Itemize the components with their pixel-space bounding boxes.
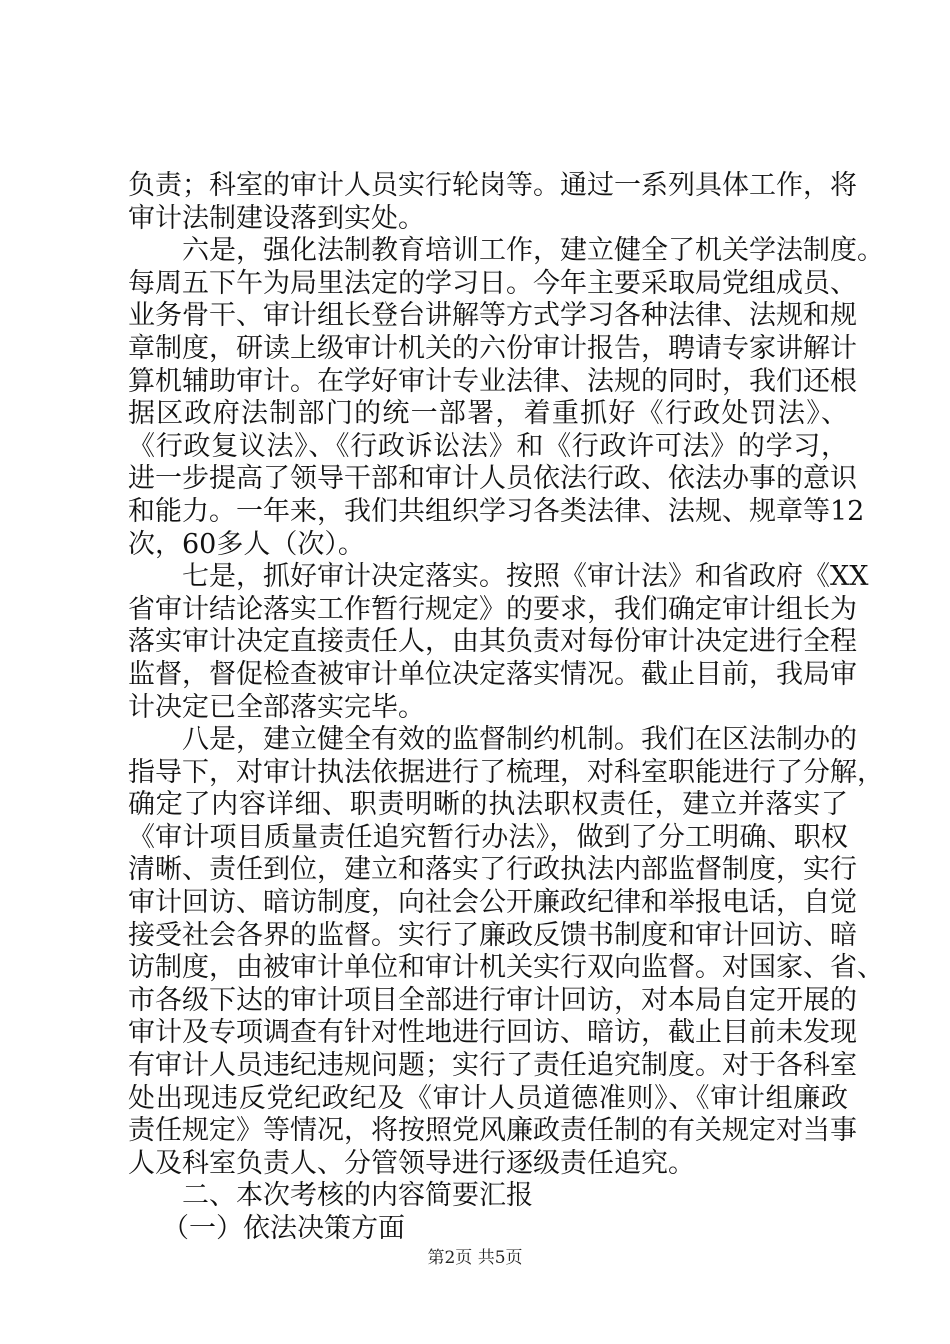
- text-line: 据区政府法制部门的统一部署，着重抓好《行政处罚法》、: [128, 398, 848, 430]
- subsection-heading: （一）依法决策方面: [162, 1213, 405, 1244]
- text-line: 访制度，由被审计单位和审计机关实行双向监督。对国家、省、: [128, 952, 884, 984]
- text-line: 落实审计决定直接责任人，由其负责对每份审计决定进行全程: [128, 626, 857, 658]
- text-line: 接受社会各界的监督。实行了廉政反馈书制度和审计回访、暗: [128, 919, 857, 951]
- text-line: 处出现违反党纪政纪及《审计人员道德准则》、《审计组廉政: [128, 1082, 848, 1114]
- text-line: 责任规定》等情况，将按照党风廉政责任制的有关规定对当事: [128, 1115, 857, 1147]
- paragraph-start-line: 七是，抓好审计决定落实。按照《审计法》和省政府《XX: [182, 561, 869, 593]
- text-line: 业务骨干、审计组长登台讲解等方式学习各种法律、法规和规: [128, 300, 857, 332]
- text-line: 清晰、责任到位，建立和落实了行政执法内部监督制度，实行: [128, 854, 857, 886]
- text-line: 《行政复议法》、《行政诉讼法》和《行政许可法》的学习，: [128, 430, 848, 462]
- paragraph-start-line: 八是，建立健全有效的监督制约机制。我们在区法制办的: [182, 724, 857, 756]
- text-line: 监督，督促检查被审计单位决定落实情况。截止目前，我局审: [128, 658, 857, 690]
- body-text: [128, 170, 884, 1246]
- text-line: 确定了内容详细、职责明晰的执法职权责任，建立并落实了: [128, 789, 848, 821]
- text-line: 进一步提高了领导干部和审计人员依法行政、依法办事的意识: [128, 463, 857, 495]
- text-line: 负责；科室的审计人员实行轮岗等。通过一系列具体工作，将: [128, 170, 857, 201]
- paragraph-start-line: 六是，强化法制教育培训工作，建立健全了机关学法制度。: [182, 235, 884, 267]
- text-line: 有审计人员违纪违规问题；实行了责任追究制度。对于各科室: [128, 1050, 857, 1082]
- text-line: 市各级下达的审计项目全部进行审计回访，对本局自定开展的: [128, 984, 857, 1016]
- text-line: 章制度，研读上级审计机关的六份审计报告，聘请专家讲解计: [128, 332, 857, 364]
- page-number-footer: 第2页 共5页: [427, 1248, 523, 1268]
- text-line: 省审计结论落实工作暂行规定》的要求，我们确定审计组长为: [128, 593, 857, 625]
- text-line: 每周五下午为局里法定的学习日。今年主要采取局党组成员、: [128, 267, 857, 299]
- text-line: 和能力。一年来，我们共组织学习各类法律、法规、规章等12: [128, 495, 865, 527]
- text-line: 计决定已全部落实完毕。: [128, 691, 425, 723]
- text-line: 指导下，对审计执法依据进行了梳理，对科室职能进行了分解，: [128, 756, 884, 788]
- text-line: 审计及专项调查有针对性地进行回访、暗访，截止目前未发现: [128, 1017, 857, 1049]
- text-line: 《审计项目质量责任追究暂行办法》，做到了分工明确、职权: [128, 821, 848, 853]
- text-line: 审计法制建设落到实处。: [128, 202, 425, 234]
- section-heading: 二、本次考核的内容简要汇报: [182, 1180, 533, 1212]
- text-line: 次，60多人（次）。: [128, 528, 365, 560]
- text-line: 人及科室负责人、分管领导进行逐级责任追究。: [128, 1147, 695, 1179]
- text-line: 审计回访、暗访制度，向社会公开廉政纪律和举报电话，自觉: [128, 887, 857, 919]
- text-line: 算机辅助审计。在学好审计专业法律、法规的同时，我们还根: [128, 365, 857, 397]
